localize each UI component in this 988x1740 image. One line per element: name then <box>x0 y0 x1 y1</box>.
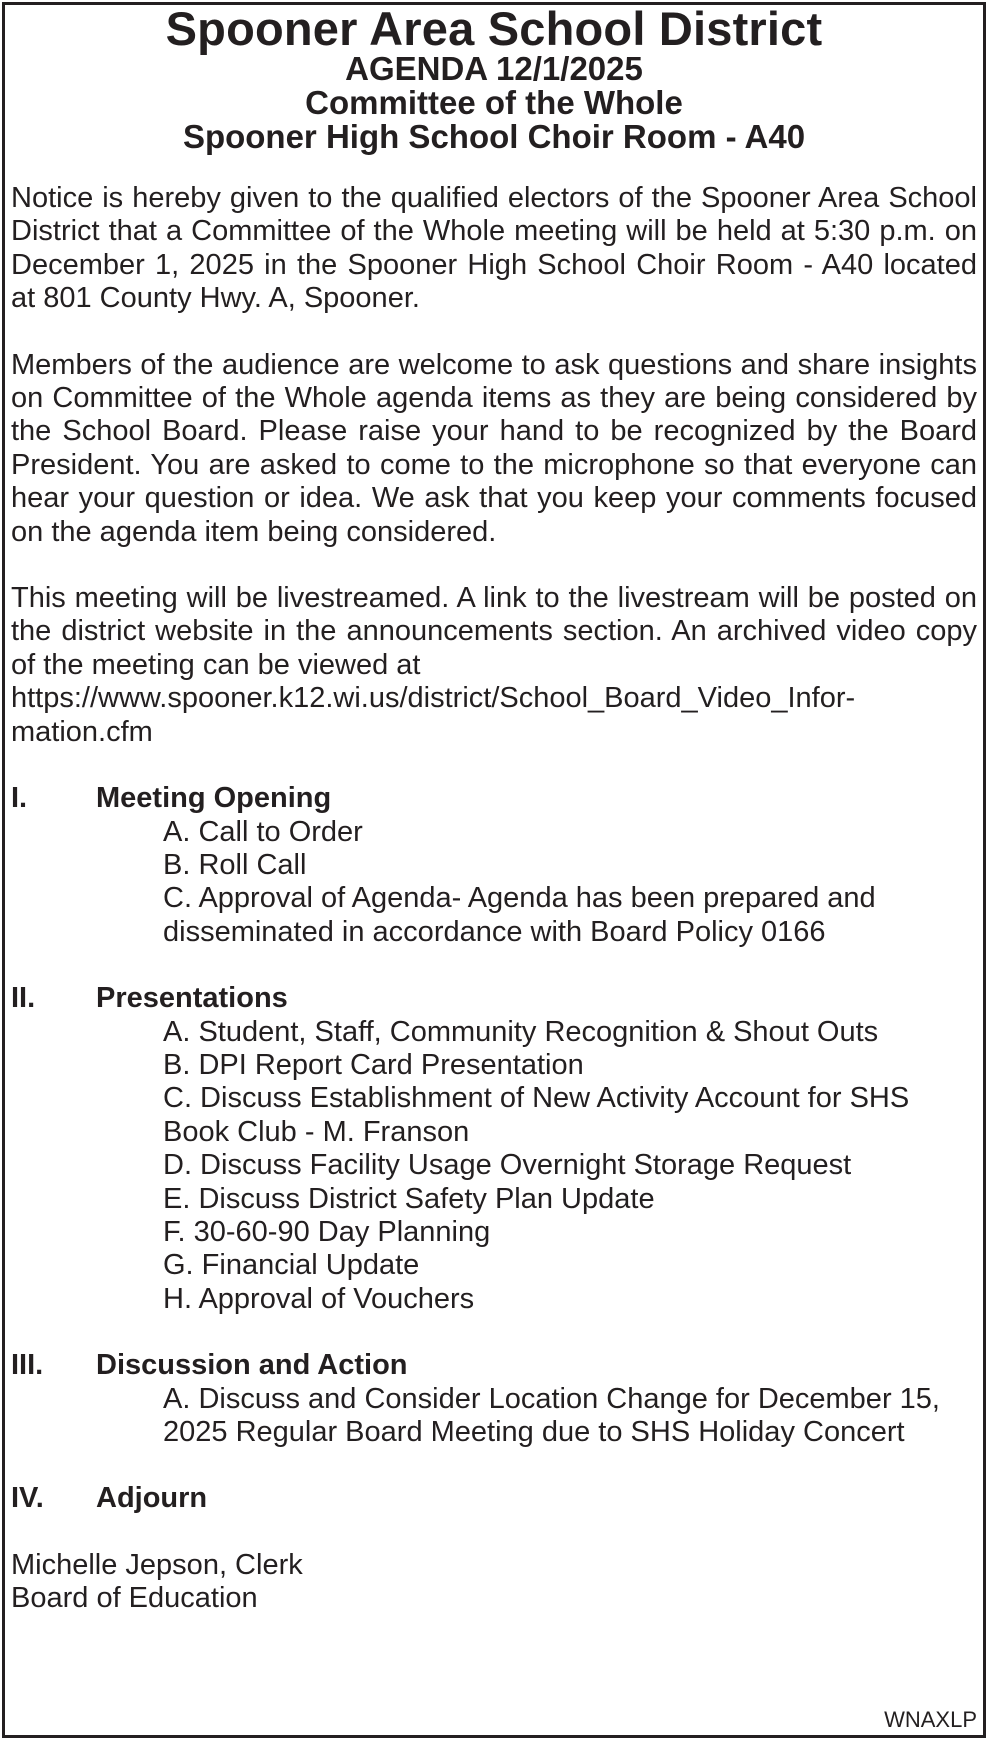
agenda-section <box>11 1349 977 1449</box>
agenda-item: G. Financial Update <box>163 1249 420 1282</box>
agenda-item: C. Discuss Establishment of New Activity Account for SHS Book Club - M. Franson <box>163 1082 910 1148</box>
agenda-item: F. 30-60-90 Day Planning <box>163 1215 491 1248</box>
notice-header <box>11 2 977 155</box>
section-number: I. <box>11 782 28 815</box>
agenda-section <box>11 1482 977 1515</box>
agenda-section <box>11 982 977 1316</box>
section-title: Presentations <box>96 982 288 1015</box>
district-title: Spooner Area School District <box>165 2 823 55</box>
agenda-item: A. Call to Order <box>163 815 363 848</box>
section-heading <box>11 982 977 1015</box>
section-title: Meeting Opening <box>96 782 332 815</box>
section-number: IV. <box>11 1482 44 1515</box>
agenda-notice <box>11 2 977 1616</box>
livestream-paragraph <box>11 582 977 749</box>
section-number: III. <box>11 1349 44 1382</box>
section-items <box>11 1016 977 1317</box>
agenda-item: C. Approval of Agenda- Agenda has been prepared and disseminated in accordance with Board Policy 0166 <box>163 882 876 948</box>
agenda-item: A. Student, Staff, Community Recognition & Shout Outs <box>163 1015 879 1048</box>
section-items <box>11 816 977 950</box>
agenda-item: A. Discuss and Consider Location Change for December 15, 2025 Regular Board Meeting due to SHS Holiday Concert <box>163 1382 940 1448</box>
meeting-location: Spooner High School Choir Room - A40 <box>182 118 806 155</box>
section-items <box>11 1383 977 1450</box>
notice-paragraph: Notice is hereby given to the qualified electors of the Spooner Area School District that a Committee of the Whole meeting will be held at 5:30 p.m. on December 1, 2025 in the Spooner High School Choir Room - A40 located at 801 County Hwy. A, Spooner. <box>11 182 977 315</box>
signature-block <box>11 1549 977 1616</box>
video-url-line-2[interactable]: mation.cfm <box>11 715 153 748</box>
agenda-item: B. Roll Call <box>163 848 307 881</box>
section-number: II. <box>11 982 36 1015</box>
section-title: Adjourn <box>96 1482 208 1515</box>
agenda-item: E. Discuss District Safety Plan Update <box>163 1182 655 1215</box>
agenda-item: D. Discuss Facility Usage Overnight Storage Request <box>163 1149 852 1182</box>
clerk-name: Michelle Jepson, Clerk <box>11 1548 303 1581</box>
publication-code: WNAXLP <box>884 1707 977 1732</box>
agenda-item: B. DPI Report Card Presentation <box>163 1048 584 1081</box>
clerk-role: Board of Education <box>11 1582 258 1615</box>
section-title: Discussion and Action <box>96 1349 408 1382</box>
livestream-text: This meeting will be livestreamed. A link to the livestream will be posted on the district website in the announcements section. An archived video copy of the meeting can be viewed at <box>11 582 977 681</box>
section-heading <box>11 1349 977 1382</box>
agenda-date: AGENDA 12/1/2025 <box>345 50 643 87</box>
section-heading <box>11 782 977 815</box>
video-url-line-1[interactable]: https://www.spooner.k12.wi.us/district/School_Board_Video_Infor- <box>11 682 856 715</box>
agenda-item: H. Approval of Vouchers <box>163 1282 475 1315</box>
section-heading <box>11 1482 977 1515</box>
meeting-name: Committee of the Whole <box>305 84 683 121</box>
audience-paragraph: Members of the audience are welcome to ask questions and share insights on Committee of the Whole agenda items as they are being considered by the School Board. Please raise your hand to be recognized by the Board President. You are asked to come to the microphone so that everyone can hear your question or idea. We ask that you keep your comments focused on the agenda item being considered. <box>11 348 977 548</box>
agenda-section <box>11 782 977 949</box>
